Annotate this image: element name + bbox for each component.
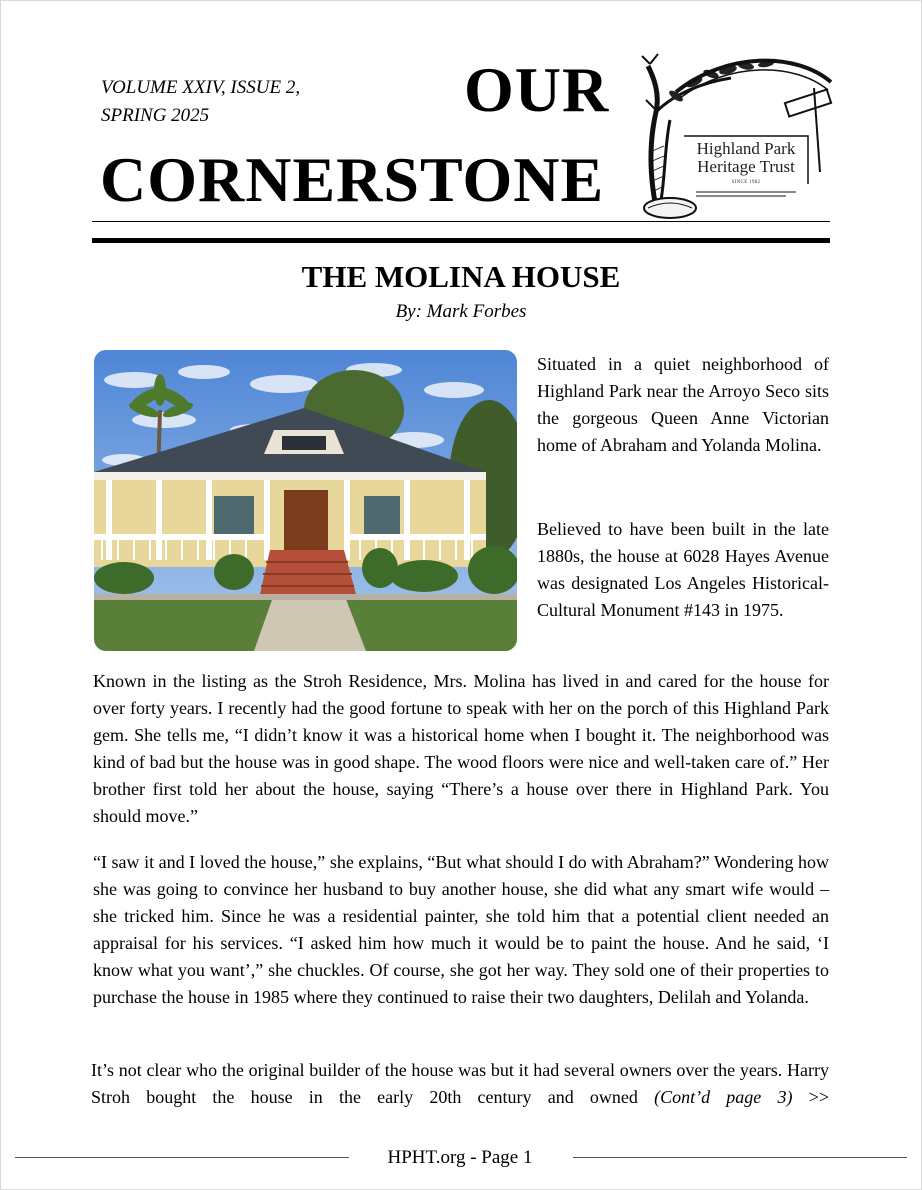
masthead-rule-thin	[92, 221, 830, 222]
house-photo	[94, 350, 517, 651]
article-paragraph-5-text: It’s not clear who the original builder of the house was but it had several owners over the years. Harry Stroh bought the house in the early 20th century and owned	[91, 1060, 829, 1107]
article-paragraph-4: “I saw it and I loved the house,” she explains, “But what should I do with Abraham?” Wondering how she was going to convince her husband to buy another house, she did what any smart wife would – she tricked him. Since he was a residential painter, she told him that a potential client needed an appraisal for his services. “I asked him how much it would be to paint the house. And he said, ‘I know what you want’,” she chuckles. Of course, she got her way. They sold one of their properties to purchase the house in 1985 where they continued to raise their two daughters, Delilah and Yolanda.	[93, 852, 829, 1007]
article-paragraph-3: Known in the listing as the Stroh Residence, Mrs. Molina has lived in and cared for the house for over forty years. I recently had the good fortune to speak with her on the porch of this Highland Park gem. She tells me, “I didn’t know it was a historical home when I bought it. The neighborhood was kind of bad but the house was in good shape. The wood floors were nice and well-taken care of.” Her brother first told her about the house, saying “There’s a house over there in Highland Park. You should move.”	[93, 671, 829, 826]
masthead-rule-thick	[92, 238, 830, 243]
issue-label	[101, 74, 401, 130]
masthead-title-cornerstone: CORNERSTONE	[100, 144, 605, 215]
footer-rule-right	[573, 1157, 907, 1158]
issue-volume: VOLUME XXIV, ISSUE 2,	[101, 77, 301, 98]
article-paragraph-5	[91, 1057, 829, 1111]
logo-wordmark	[686, 140, 806, 176]
continued-arrow: >>	[808, 1087, 830, 1107]
house-photo-icon	[94, 350, 517, 651]
logo-line-2: Heritage Trust	[697, 157, 795, 176]
article-paragraph-1: Situated in a quiet neighborhood of Highland Park near the Arroyo Seco sits the gorgeous Queen Anne Victorian home of Abraham and Yolanda Molina.	[537, 354, 829, 455]
masthead-title-our: OUR	[464, 54, 610, 125]
heritage-trust-logo	[636, 52, 836, 222]
continued-link[interactable]: (Cont’d page 3)	[654, 1087, 793, 1107]
tree-arch-icon	[636, 52, 836, 222]
article-byline: By: Mark Forbes	[395, 301, 527, 322]
article-headline: THE MOLINA HOUSE	[301, 259, 621, 294]
footer-page-label: HPHT.org - Page 1	[387, 1147, 533, 1168]
article-paragraph-2: Believed to have been built in the late 1880s, the house at 6028 Hayes Avenue was designated Los Angeles Historical-Cultural Monument #143 in 1975.	[537, 519, 829, 620]
logo-tagline: SINCE 1982	[731, 180, 761, 185]
logo-line-1: Highland Park	[696, 139, 796, 158]
footer-rule-left	[15, 1157, 349, 1158]
issue-season: SPRING 2025	[101, 105, 210, 126]
